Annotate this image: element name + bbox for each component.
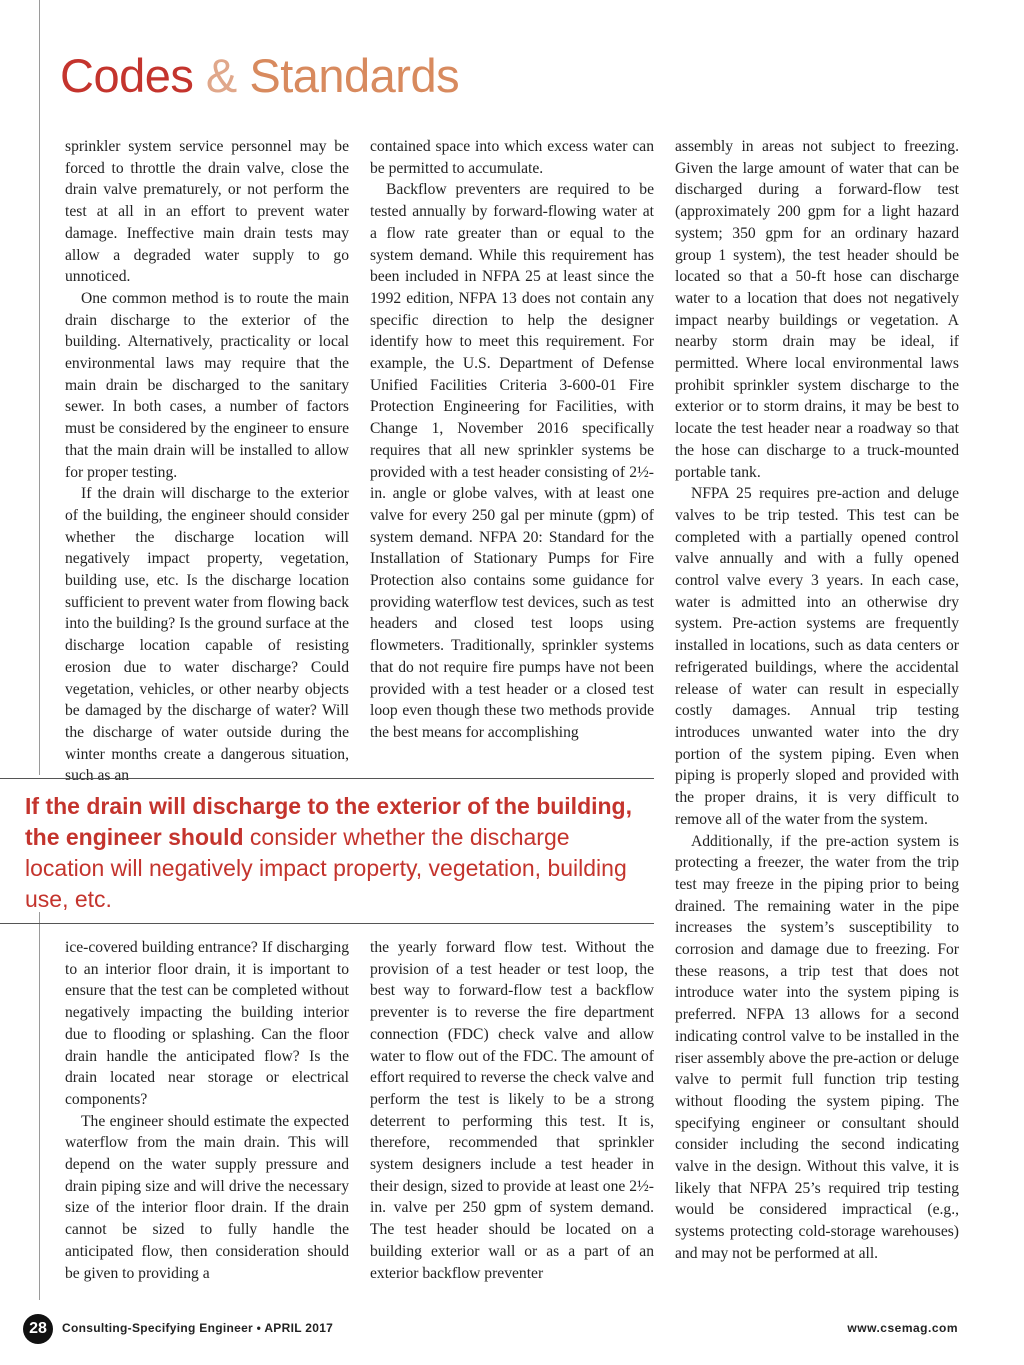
paragraph: The engineer should estimate the expected waterflow from the main drain. This will depend on the water supply pressure and drain piping size and will drive the necessary size of the interior floor drain. If the drain cannot be sized to fully handle the anticipated flow, then consideration should be given to providing a: [65, 1112, 349, 1282]
section-title: [60, 49, 460, 102]
page-number-badge: 28: [23, 1314, 53, 1344]
section-title-word2: Standards: [249, 49, 460, 102]
column-2-top: [370, 136, 654, 744]
paragraph: sprinkler system service personnel may be forced to throttle the drain valve, close the drain valve prematurely, or not perform the test at all in an effort to prevent water damage. Ineffective main drain tests may allow a degraded water supply to go unnoticed.: [65, 138, 349, 286]
pull-quote: [0, 778, 654, 924]
pull-quote-text: [0, 779, 654, 923]
paragraph: ice-covered building entrance? If discharging to an interior floor drain, it is important to ensure that the test can be completed without negatively impacting the building interior due to flooding or splashing. Can the floor drain handle the anticipated flow? Is the drain located near storage or electrical components?: [65, 939, 349, 1108]
website-link[interactable]: www.csemag.com: [847, 1321, 958, 1335]
publication-line: Consulting-Specifying Engineer • APRIL 2017: [62, 1321, 334, 1335]
column-1-top: [65, 136, 349, 787]
section-title-word1: Codes: [60, 49, 194, 102]
page-footer: [23, 1314, 963, 1344]
pull-quote-bold: If the drain will discharge to the exterior of the building, the engineer should: [25, 793, 632, 850]
paragraph: One common method is to route the main drain discharge to the exterior of the building. Alternatively, practicality or local environmental laws may require that the main drain be discharged to the sanitary sewer. In both cases, a number of factors must be considered by the engineer to ensure that the main drain will be installed to allow for proper testing.: [65, 289, 349, 481]
section-title-ampersand: &: [205, 49, 237, 102]
pull-quote-regular: consider whether the discharge location will negatively impact property, vegetation, building use, etc.: [25, 824, 627, 912]
column-1-bottom: [65, 937, 349, 1284]
column-3: [675, 136, 959, 1265]
paragraph: contained space into which excess water can be permitted to accumulate.: [370, 138, 654, 177]
column-2-bottom: [370, 937, 654, 1284]
margin-rule-bottom: [39, 912, 40, 1300]
paragraph: If the drain will discharge to the exterior of the building, the engineer should consider whether the discharge location will negatively impact property, vegetation, building use, etc. Is the discharge location sufficient to prevent water from flowing back into the building? Is the ground surface at the discharge location capable of resisting erosion due to water discharge? Could vegetation, vehicles, or other nearby objects be damaged by the discharge of water? Will the discharge of water outside during the winter months create a dangerous situation, such as an: [65, 485, 349, 785]
paragraph: assembly in areas not subject to freezing. Given the large amount of water that can be discharged during a forward-flow test (approximately 200 gpm for a light hazard system; 350 gpm for an ordinary hazard group 1 system), the test header should be located so that a 50-ft hose can discharge water to a location that does not negatively impact nearby buildings or vegetation. A nearby storm drain may be ideal, if permitted. Where local environmental laws prohibit sprinkler system discharge to the exterior or to storm drains, it may be best to locate the test header near a roadway so that the hose can discharge to a truck-mounted portable tank.: [675, 138, 959, 481]
paragraph: Additionally, if the pre-action system is protecting a freezer, the water from the trip test may freeze in the piping prior to being drained. The remaining water in the pipe increases the system’s susceptibility to corrosion and damage due to freezing. For these reasons, a trip test that does not introduce water into the system piping is preferred. NFPA 13 allows for a second indicating control valve to be installed in the riser assembly above the pre-action or deluge valve to permit full function trip testing without flooding the system piping. The specifying engineer or consultant should consider including the second indicating valve in the design. Without this valve, it is likely that NFPA 25’s required trip testing would be considered impractical (e.g., systems protecting cold-storage warehouses) and may not be performed at all.: [675, 832, 959, 1262]
margin-rule-top: [39, 0, 40, 775]
paragraph: NFPA 25 requires pre-action and deluge valves to be trip tested. This test can be completed with a partially opened control valve annually and with a fully opened control valve every 3 years. In each case, water is admitted into an otherwise dry system. Pre-action systems are frequently installed in locations, such as data centers or refrigerated buildings, where the accidental release of water can result in especially costly damages. Annual trip testing introduces unwanted water into the dry portion of the system piping. Even when piping is properly sloped and provided with the proper drains, it is very difficult to remove all of the water from the system.: [675, 485, 959, 828]
paragraph: the yearly forward flow test. Without the provision of a test header or test loop, the best way to forward-flow test a backflow preventer is to reverse the fire department connection (FDC) check valve and allow water to flow out of the FDC. The amount of effort required to reverse the check valve and perform the test is likely to be a strong deterrent to performing this test. It is, therefore, recommended that sprinkler system designers include a test header in their design, sized to provide at least one 2½-in. valve per 250 gpm of system demand. The test header should be located on a building exterior wall or as a part of an exterior backflow preventer: [370, 939, 654, 1282]
paragraph: Backflow preventers are required to be tested annually by forward-flowing water at a flow rate greater than or equal to the system demand. While this requirement has been included in NFPA 25 at least since the 1992 edition, NFPA 13 does not contain any specific direction to help the designer identify how to meet this requirement. For example, the U.S. Department of Defense Unified Facilities Criteria 3-600-01 Fire Protection Engineering for Facilities, with Change 1, November 2016 specifically requires that all new sprinkler systems be provided with a test header consisting of 2½-in. angle or globe valves, with at least one valve for every 250 gal per minute (gpm) of system demand. NFPA 20: Standard for the Installation of Stationary Pumps for Fire Protection also contains some guidance for providing waterflow test devices, such as test headers and closed test loops using flowmeters. Traditionally, sprinkler systems that do not require fire pumps have not been provided with a test header or a closed test loop even though these two methods provide the best means for accomplishing: [370, 181, 654, 741]
